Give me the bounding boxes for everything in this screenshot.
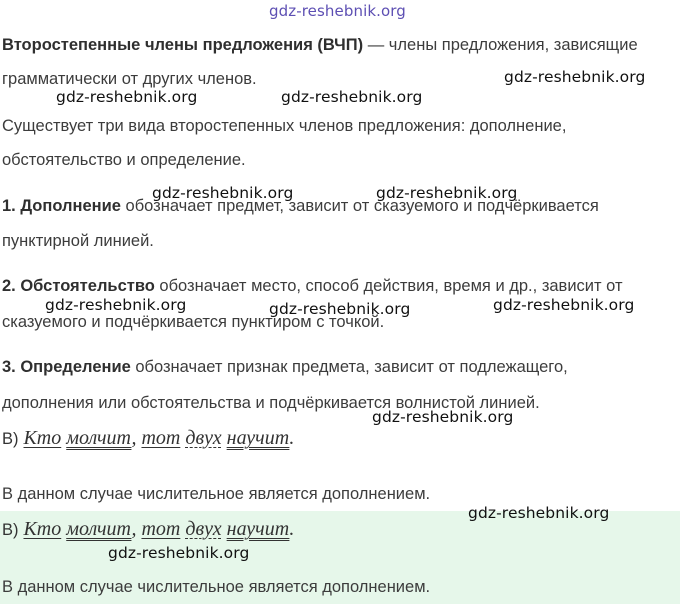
example-1-predicate: молчит (66, 427, 132, 449)
watermark: gdz-reshebnik.org (269, 300, 411, 318)
example-1-comma: , (131, 427, 137, 449)
item-2-line-2: сказуемого и подчёркивается пунктиром с точкой. (2, 313, 385, 331)
watermark: gdz-reshebnik.org (152, 184, 294, 202)
intro-line-1 (2, 36, 638, 55)
intro-line-2: грамматически от других членов. (2, 70, 257, 88)
example-2-subject-2: тот (141, 518, 181, 540)
item-1-label: 1. Дополнение (2, 197, 121, 215)
item-2-line-1 (2, 277, 623, 296)
example-1-predicate-2: научит (226, 427, 290, 449)
types-line-2: обстоятельство и определение. (2, 151, 246, 169)
example-1-label: В) (2, 430, 19, 448)
watermark-top: gdz-reshebnik.org (269, 2, 406, 20)
watermark: gdz-reshebnik.org (376, 184, 518, 202)
example-2-object: двух (185, 518, 222, 540)
item-3-line-1 (2, 358, 568, 377)
item-2-label: 2. Обстоятельство (2, 277, 155, 295)
example-2-end: . (289, 518, 295, 540)
watermark: gdz-reshebnik.org (468, 504, 610, 522)
example-2-predicate-2: научит (226, 518, 290, 540)
example-1-object: двух (185, 427, 222, 449)
example-2-predicate: молчит (66, 518, 132, 540)
item-3-text: обозначает признак предмета, зависит от подлежащего, (130, 358, 568, 376)
example-2-comma: , (131, 518, 137, 540)
item-1-line-2: пунктирной линией. (2, 232, 154, 250)
example-1-end: . (289, 427, 295, 449)
example-sentence-2 (2, 518, 294, 541)
watermark: gdz-reshebnik.org (372, 408, 514, 426)
watermark: gdz-reshebnik.org (108, 544, 250, 562)
item-1-line-1 (2, 197, 599, 216)
intro-term: Второстепенные члены предложения (ВЧП) (2, 36, 364, 54)
watermark: gdz-reshebnik.org (45, 296, 187, 314)
example-1-subject-2: тот (141, 427, 181, 449)
watermark: gdz-reshebnik.org (281, 88, 423, 106)
explanation-2: В данном случае числительное является дополнением. (2, 578, 431, 596)
item-3-line-2: дополнения или обстоятельства и подчёркивается волнистой линией. (2, 394, 540, 412)
watermark: gdz-reshebnik.org (504, 68, 646, 86)
watermark: gdz-reshebnik.org (56, 88, 198, 106)
watermark: gdz-reshebnik.org (493, 296, 635, 314)
example-2-label: В) (2, 521, 19, 539)
example-2-subject: Кто (23, 518, 62, 540)
explanation-1: В данном случае числительное является дополнением. (2, 485, 431, 503)
example-sentence-1 (2, 427, 294, 450)
types-line-1: Существует три вида второстепенных членов предложения: дополнение, (2, 117, 567, 135)
item-2-text: обозначает место, способ действия, время и др., зависит от (154, 277, 623, 295)
intro-rest: — члены предложения, зависящие (363, 36, 638, 54)
item-1-text: обозначает предмет, зависит от сказуемого и подчёркивается (120, 197, 599, 215)
item-3-label: 3. Определение (2, 358, 131, 376)
example-1-subject: Кто (23, 427, 62, 449)
